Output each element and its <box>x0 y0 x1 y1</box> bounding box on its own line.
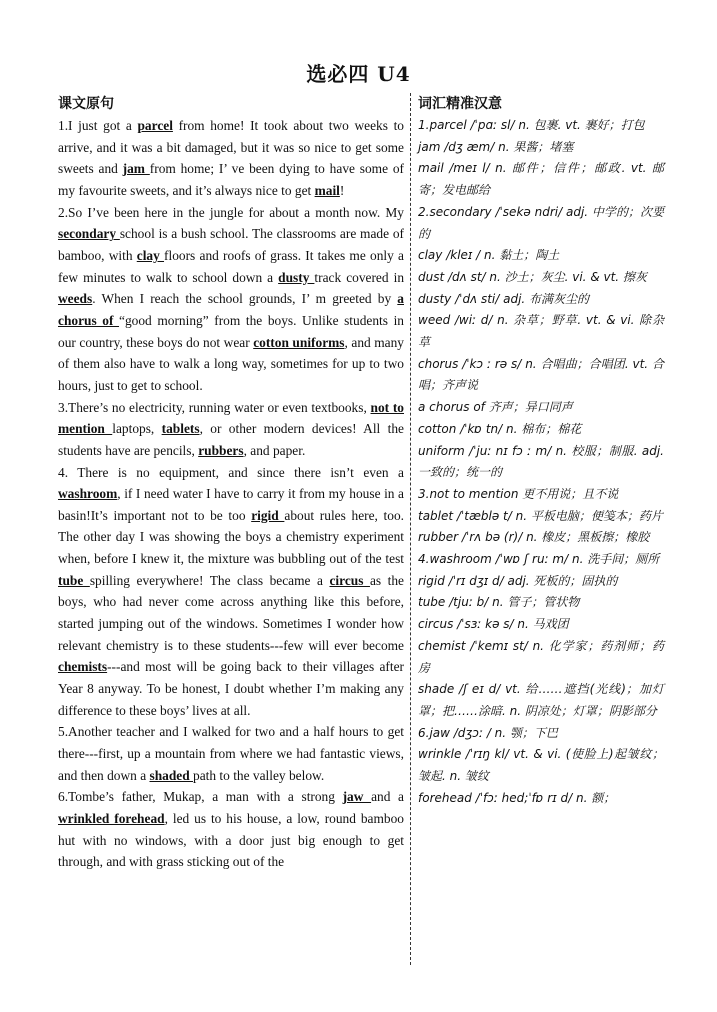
text-segment: “good morning” from the boys. Unlike students in our country, these boys do not wear <box>58 312 404 350</box>
text-segment: about rules here, too. The other day I was showing the boys a chemistry experiment when, before I knew it, the mixture was bubbling out of the test <box>58 507 405 567</box>
key-phrase: a chorus of <box>58 291 404 328</box>
text-segment: , if I need water I have to carry it from my house in a basin!It’s important not to be too <box>58 486 404 523</box>
key-phrase: chemists <box>58 659 108 675</box>
column-divider <box>410 93 411 965</box>
key-phrase: mail <box>314 182 340 198</box>
vocabulary-entry: forehead /ˈfɔː hed;ˈfɒ rɪ d/ n. 额； <box>418 790 616 805</box>
key-phrase: washroom <box>58 486 118 502</box>
source-paragraph <box>58 786 404 873</box>
text-segment: as the boys, who had never come across anything like this before, started jumping out of the windows. Sometimes I wonder how relevant chemistry is to these students---few will ever become <box>58 572 405 653</box>
vocabulary-entry: 4.washroom /ˈwɒ ʃ ruː m/ n. 洗手间；厕所 <box>418 552 660 567</box>
key-phrase: jaw <box>342 789 372 805</box>
key-phrase: tube <box>58 572 90 588</box>
text-segment: 5.Another teacher and I walked for two and a half hours to get there---first, up a mountain from where we had fantastic views, and then down a <box>58 724 404 783</box>
vocabulary-entry: tablet /ˈtæblə t/ n. 平板电脑；便笺本；药片 <box>418 508 663 523</box>
vocabulary-entry: dust /dʌ st/ n. 沙土；灰尘. vi. & vt. 擦灰 <box>418 269 647 284</box>
vocabulary-entry-list <box>418 115 664 810</box>
text-segment: track covered in <box>314 269 405 285</box>
vocabulary-entry: jam /dʒ æm/ n. 果酱；堵塞 <box>418 139 574 154</box>
vocabulary-entry: chorus /ˈkɔ ː rə s/ n. 合唱曲；合唱团. vt. 合唱；齐声说 <box>418 356 664 393</box>
key-phrase: wrinkled forehead <box>58 811 165 826</box>
vocabulary-entry: rigid /ˈrɪ dʒɪ d/ adj. 死板的；固执的 <box>418 573 618 588</box>
vocabulary-entry: wrinkle /ˈrɪŋ kl/ vt. & vi. (使脸上)起皱纹；皱起. n. 皱纹 <box>418 747 664 784</box>
text-segment: , led us to his house, a low, round bamboo hut with no windows, with a door just big enough to get through, and with grass sticking out of the <box>58 811 404 870</box>
vocabulary-entry: clay /kleɪ / n. 黏土；陶土 <box>418 248 560 263</box>
vocabulary-entry: shade /ʃ eɪ d/ vt. 给……遮挡(光线)；加灯罩；把……涂暗. n. 阴凉处；灯罩；阴影部分 <box>418 682 664 718</box>
text-segment: spilling everywhere! The class became a <box>89 572 330 588</box>
text-segment: and a <box>371 789 404 805</box>
key-phrase: secondary <box>58 226 120 242</box>
source-paragraph <box>58 462 404 722</box>
vocabulary-entry: mail /meɪ l/ n. 邮件；信件；邮政. vt. 邮寄；发电邮给 <box>418 161 664 198</box>
text-segment: 3.There’s no electricity, running water or even textbooks, <box>58 399 371 415</box>
text-segment: from home! It took about two weeks to arrive, and it was a bit damaged, but it was so nice to get some sweets and <box>58 118 404 177</box>
text-segment: floors and roofs of grass. It takes me only a few minutes to walk to school down a <box>58 247 404 285</box>
text-segment: . When I reach the school grounds, I’ m greeted by <box>92 291 398 307</box>
source-text-column <box>58 93 404 873</box>
text-segment: , and many of them also have to walk a long way, sometimes for up to two hours, just to get to school. <box>58 334 404 393</box>
vocabulary-entry: 2.secondary /ˈsekə ndri/ adj. 中学的；次要的 <box>418 204 664 241</box>
vocabulary-column <box>418 93 664 810</box>
key-phrase: clay <box>136 247 165 263</box>
page-title: 选必四 U4 <box>306 62 411 86</box>
source-paragraph <box>58 202 404 397</box>
text-segment: 4. There is no equipment, and since there isn’t even a <box>58 464 404 480</box>
source-text-heading: 课文原句 <box>58 96 114 112</box>
text-segment: 1.I just got a <box>58 118 138 133</box>
source-paragraph <box>58 721 404 786</box>
vocabulary-entry: tube /tjuː b/ n. 管子；管状物 <box>418 595 580 610</box>
vocabulary-entry: circus /ˈsɜː kə s/ n. 马戏团 <box>418 617 569 632</box>
text-segment: , and paper. <box>243 442 306 458</box>
key-phrase: cotton uniforms <box>253 334 345 350</box>
key-phrase: shaded <box>149 767 194 783</box>
vocabulary-entry: 6.jaw /dʒɔː / n. 颚；下巴 <box>418 725 558 740</box>
text-segment: school is a bush school. The classrooms are made of bamboo, with <box>58 226 405 263</box>
key-phrase: parcel <box>137 118 173 133</box>
key-phrase: not to mention <box>58 399 404 437</box>
key-phrase: rigid <box>251 507 285 523</box>
key-phrase: circus <box>329 572 370 588</box>
source-paragraph <box>58 397 404 462</box>
text-segment: , or other modern devices! All the students have are pencils, <box>58 421 404 458</box>
key-phrase: weeds <box>58 291 93 307</box>
key-phrase: tablets <box>161 421 200 437</box>
vocabulary-entry: chemist /ˈkemɪ st/ n. 化学家；药剂师；药房 <box>418 638 664 675</box>
vocabulary-heading: 词汇精准汉意 <box>418 96 502 112</box>
key-phrase: rubbers <box>198 442 244 458</box>
text-segment: 6.Tombe’s father, Mukap, a man with a strong <box>58 789 343 805</box>
key-phrase: jam <box>122 161 150 177</box>
vocabulary-entry: rubber /ˈrʌ bə (r)/ n. 橡皮；黑板擦；橡胶 <box>418 530 650 545</box>
source-paragraph <box>58 115 404 202</box>
text-segment: ! <box>339 182 345 198</box>
vocabulary-entry: weed /wiː d/ n. 杂草；野草. vt. & vi. 除杂草 <box>418 313 664 350</box>
text-segment: laptops, <box>112 421 162 437</box>
vocabulary-entry: a chorus of 齐声；异口同声 <box>418 400 573 415</box>
vocabulary-entry: 3.not to mention 更不用说；且不说 <box>418 486 619 501</box>
vocabulary-entry: dusty /ˈdʌ sti/ adj. 布满灰尘的 <box>418 291 590 306</box>
source-paragraph-list <box>58 115 404 873</box>
text-segment: from home; I’ ve been dying to have some of my favourite sweets, and it’s always nice to get <box>58 161 404 198</box>
text-segment: path to the valley below. <box>193 767 325 783</box>
vocabulary-entry: 1.parcel /ˈpɑː sl/ n. 包裹. vt. 裹好；打包 <box>418 118 645 132</box>
vocabulary-entry: uniform /ˈjuː nɪ fɔ ː m/ n. 校服；制服. adj. 一致的；统一的 <box>418 443 664 480</box>
text-segment: 2.So I’ve been here in the jungle for about a month now. My <box>58 204 404 220</box>
key-phrase: dusty <box>278 269 315 285</box>
text-segment: ---and most will be going back to their villages after Year 8 anyway. To be honest, I doubt whether I’m making any difference to these boys’ lives at all. <box>58 659 404 718</box>
vocabulary-entry: cotton /ˈkɒ tn/ n. 棉布；棉花 <box>418 421 582 436</box>
